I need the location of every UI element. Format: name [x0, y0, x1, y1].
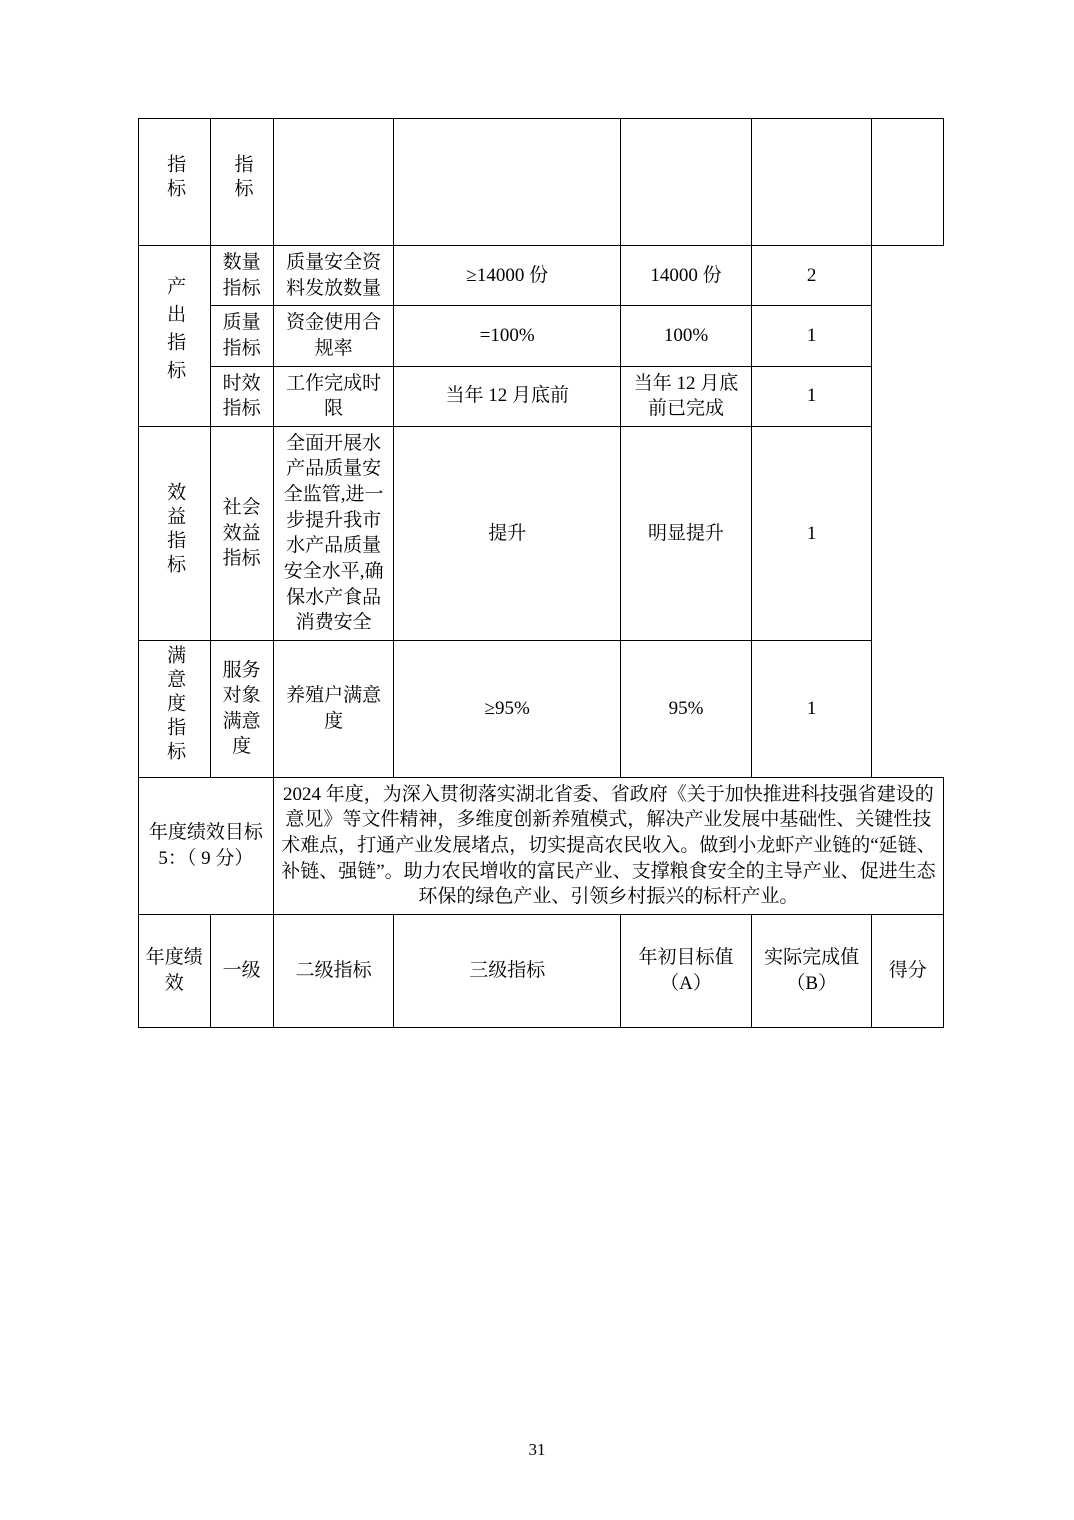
table-row [139, 426, 944, 640]
annual-performance-goal-label: 年度绩效目标 5：（ 9 分） [139, 777, 274, 914]
group-satisfaction-indicator [139, 640, 211, 777]
header-cell-col0 [139, 119, 211, 246]
table-row-bottom-header [139, 914, 944, 1027]
actual-value: 95% [621, 640, 752, 777]
actual-value: 明显提升 [621, 426, 752, 640]
group-label: 效益指标 [164, 481, 186, 578]
table-row-goal [139, 777, 944, 914]
target-value: 当年 12 月底前 [394, 366, 621, 426]
target-value: =100% [394, 306, 621, 366]
level2-indicator: 服务对象满意度 [210, 640, 273, 777]
table-row [139, 246, 944, 306]
score-value: 1 [751, 366, 872, 426]
header-cell-blank-5 [751, 119, 872, 246]
group-label: 满意度指标 [164, 644, 186, 765]
table-row [139, 640, 944, 777]
actual-value: 14000 份 [621, 246, 752, 306]
bottom-header-target: 年初目标值（A） [621, 914, 752, 1027]
bottom-header-actual: 实际完成值（B） [751, 914, 872, 1027]
bottom-header-level3: 三级指标 [394, 914, 621, 1027]
table-row [139, 366, 944, 426]
header-col1-label: 指标 [231, 154, 253, 203]
bottom-header-score: 得分 [872, 914, 944, 1027]
header-cell-blank-3 [394, 119, 621, 246]
score-value: 1 [751, 426, 872, 640]
level3-indicator: 全面开展水产品质量安全监管,进一步提升我市水产品质量安全水平,确保水产食品消费安全 [273, 426, 394, 640]
bottom-header-annual-performance: 年度绩效 [139, 914, 211, 1027]
header-col0-label: 指标 [164, 154, 186, 203]
target-value: ≥95% [394, 640, 621, 777]
header-cell-blank-6 [872, 119, 944, 246]
score-value: 2 [751, 246, 872, 306]
level2-indicator: 时效指标 [210, 366, 273, 426]
performance-indicator-table [138, 118, 944, 1028]
page-number: 31 [528, 1440, 546, 1459]
bottom-header-level2: 二级指标 [273, 914, 394, 1027]
actual-value: 当年 12 月底前已完成 [621, 366, 752, 426]
level2-indicator: 社会效益指标 [210, 426, 273, 640]
bottom-header-level1: 一级 [210, 914, 273, 1027]
actual-value: 100% [621, 306, 752, 366]
header-cell-blank-4 [621, 119, 752, 246]
header-cell-blank-2 [273, 119, 394, 246]
group-label: 产出指标 [164, 276, 186, 389]
target-value: ≥14000 份 [394, 246, 621, 306]
level2-indicator: 质量指标 [210, 306, 273, 366]
group-benefit-indicator [139, 426, 211, 640]
level3-indicator: 工作完成时限 [273, 366, 394, 426]
score-value: 1 [751, 306, 872, 366]
annual-performance-goal-text: 2024 年度，为深入贯彻落实湖北省委、省政府《关于加快推进科技强省建设的意见》等文件精神，多维度创新养殖模式，解决产业发展中基础性、关键性技术难点，打通产业发展堵点，切实提高农民收入。做到小龙虾产业链的“延链、补链、强链”。助力农民增收的富民产业、支撑粮食安全的主导产业、促进生态环保的绿色产业、引领乡村振兴的标杆产业。 [273, 777, 943, 914]
level2-indicator: 数量指标 [210, 246, 273, 306]
level3-indicator: 质量安全资料发放数量 [273, 246, 394, 306]
group-output-indicator [139, 246, 211, 427]
target-value: 提升 [394, 426, 621, 640]
level3-indicator: 资金使用合规率 [273, 306, 394, 366]
header-cell-col1 [210, 119, 273, 246]
table-row-header-partial [139, 119, 944, 246]
score-value: 1 [751, 640, 872, 777]
level3-indicator: 养殖户满意度 [273, 640, 394, 777]
table-row [139, 306, 944, 366]
